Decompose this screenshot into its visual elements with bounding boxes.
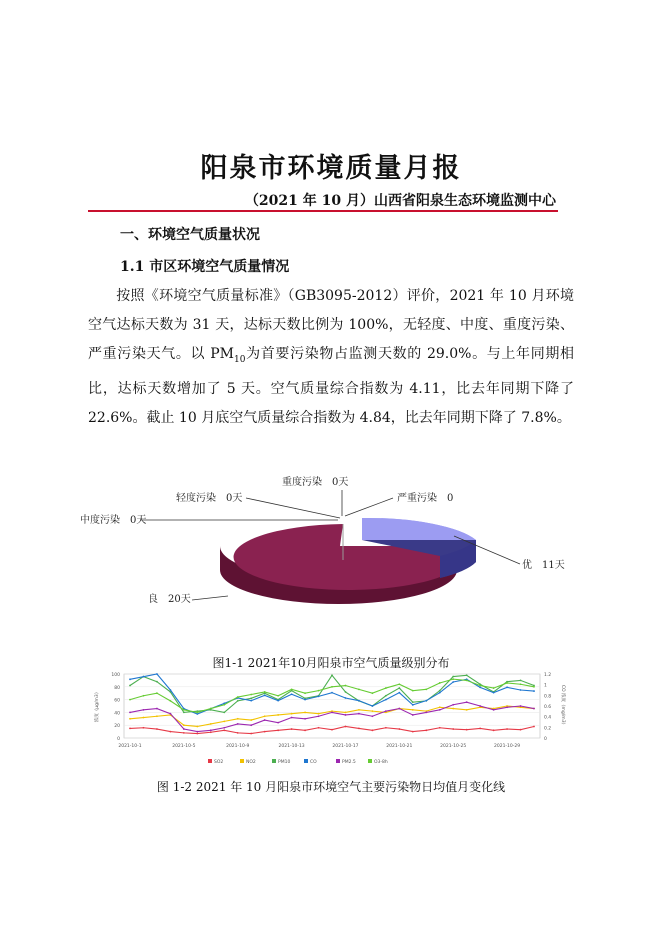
data-point xyxy=(398,708,400,710)
data-point xyxy=(372,692,374,694)
report-subtitle: （2021 年 10 月）山西省阳泉生态环境监测中心 xyxy=(244,193,556,209)
data-point xyxy=(412,714,414,716)
y2-tick-label: 0.4 xyxy=(544,715,552,721)
title-divider xyxy=(88,210,558,212)
data-point xyxy=(143,727,145,729)
data-point xyxy=(358,709,360,711)
data-point xyxy=(304,718,306,720)
data-point xyxy=(385,687,387,689)
data-point xyxy=(439,682,441,684)
data-point xyxy=(196,731,198,733)
series-line-pm2.5 xyxy=(130,702,534,731)
y-tick-label: 60 xyxy=(114,698,120,704)
data-point xyxy=(156,692,158,694)
data-point xyxy=(210,729,212,731)
data-point xyxy=(250,719,252,721)
data-point xyxy=(196,733,198,735)
data-point xyxy=(250,700,252,702)
data-point xyxy=(331,692,333,694)
paragraph-text-1: 按照《环境空气质量标准》（GB3095-2012）评价，2021 年 10 月环境空气达标天数为 31 天，达标天数比例为 100%，无轻度、中度、重度污染、严重污染天气。以 PM xyxy=(88,288,574,362)
data-point xyxy=(129,728,131,730)
x-tick-label: 2021-10-1 xyxy=(118,744,142,749)
data-point xyxy=(277,714,279,716)
data-point xyxy=(143,717,145,719)
legend-swatch xyxy=(304,759,308,763)
data-point xyxy=(479,686,481,688)
data-point xyxy=(439,692,441,694)
data-point xyxy=(331,729,333,731)
data-point xyxy=(170,713,172,715)
data-point xyxy=(398,728,400,730)
data-point xyxy=(183,712,185,714)
data-point xyxy=(466,701,468,703)
y2-axis-title: CO 浓度（mg/m3） xyxy=(560,684,565,728)
data-point xyxy=(493,692,495,694)
data-point xyxy=(358,700,360,702)
data-point xyxy=(345,691,347,693)
data-point xyxy=(425,688,427,690)
data-point xyxy=(412,701,414,703)
data-point xyxy=(129,685,131,687)
data-point xyxy=(237,723,239,725)
data-point xyxy=(345,714,347,716)
y-tick-label: 80 xyxy=(114,685,120,691)
data-point xyxy=(479,728,481,730)
data-point xyxy=(291,717,293,719)
legend-swatch xyxy=(368,759,372,763)
data-point xyxy=(520,729,522,731)
data-point xyxy=(385,710,387,712)
data-point xyxy=(506,686,508,688)
data-point xyxy=(533,726,535,728)
data-point xyxy=(331,686,333,688)
data-point xyxy=(277,722,279,724)
figure1-caption: 图1-1 2021年10月阳泉市空气质量级别分布 xyxy=(212,656,450,670)
legend-label: CO xyxy=(310,760,317,765)
data-point xyxy=(129,678,131,680)
data-point xyxy=(318,727,320,729)
data-point xyxy=(264,731,266,733)
data-point xyxy=(170,689,172,691)
section-heading: 一、环境空气质量状况 xyxy=(120,227,260,243)
data-point xyxy=(183,732,185,734)
data-point xyxy=(264,691,266,693)
data-point xyxy=(129,712,131,714)
pie-label-severe: 重度污染 0天 xyxy=(282,477,349,488)
data-point xyxy=(223,729,225,731)
data-point xyxy=(358,713,360,715)
data-point xyxy=(452,728,454,730)
data-point xyxy=(452,704,454,706)
data-point xyxy=(183,724,185,726)
data-point xyxy=(129,699,131,701)
data-point xyxy=(143,695,145,697)
data-point xyxy=(250,697,252,699)
leader-extreme xyxy=(345,498,393,516)
x-tick-label: 2021-10-17 xyxy=(332,744,359,749)
y-tick-label: 40 xyxy=(114,711,120,717)
data-point xyxy=(385,727,387,729)
data-point xyxy=(304,712,306,714)
data-point xyxy=(210,723,212,725)
x-tick-label: 2021-10-29 xyxy=(493,744,521,749)
data-point xyxy=(277,695,279,697)
data-point xyxy=(129,718,131,720)
data-point xyxy=(250,724,252,726)
data-point xyxy=(425,712,427,714)
data-point xyxy=(196,713,198,715)
data-point xyxy=(398,683,400,685)
data-point xyxy=(277,729,279,731)
report-title: 阳泉市环境质量月报 xyxy=(200,153,462,184)
data-point xyxy=(223,727,225,729)
data-point xyxy=(304,692,306,694)
data-point xyxy=(196,712,198,714)
y-axis-title: 浓度（μg/m3） xyxy=(95,689,100,723)
leader-light xyxy=(246,498,340,518)
pie-label-light: 轻度污染 0天 xyxy=(176,493,243,504)
data-point xyxy=(250,694,252,696)
data-point xyxy=(506,728,508,730)
x-tick-label: 2021-10-9 xyxy=(226,744,250,749)
data-point xyxy=(412,690,414,692)
data-point xyxy=(439,727,441,729)
data-point xyxy=(520,689,522,691)
data-point xyxy=(439,709,441,711)
legend-label: PM2.5 xyxy=(342,760,356,765)
legend-swatch xyxy=(240,759,244,763)
data-point xyxy=(345,726,347,728)
air-quality-pie-chart xyxy=(60,468,600,618)
data-point xyxy=(331,674,333,676)
pm-subscript: 10 xyxy=(234,354,246,365)
pie-slice-excellent-cap xyxy=(362,518,476,540)
data-point xyxy=(385,695,387,697)
data-point xyxy=(156,728,158,730)
data-point xyxy=(452,708,454,710)
paragraph-text-2: 为首要污染物占监测天数的 29.0%。与上年同期相比，达标天数增加了 5 天。空气质量综合指数为 4.11，比去年同期下降了 22.6%。截止 10 月底空气质量综合指数为 4.84，比去年同期下降了 7.8%。 xyxy=(88,346,574,426)
data-point xyxy=(452,678,454,680)
legend-label: SO2 xyxy=(214,760,224,765)
data-point xyxy=(291,688,293,690)
pie-label-extreme: 严重污染 0 xyxy=(397,493,454,504)
series-line-o3-8h xyxy=(130,679,534,712)
x-tick-label: 2021-10-5 xyxy=(172,744,196,749)
data-point xyxy=(385,699,387,701)
legend-swatch xyxy=(336,759,340,763)
legend-swatch xyxy=(272,759,276,763)
x-tick-label: 2021-10-25 xyxy=(440,744,467,749)
data-point xyxy=(520,680,522,682)
data-point xyxy=(372,705,374,707)
legend-label: NO2 xyxy=(246,760,256,765)
legend-label: PM10 xyxy=(278,760,291,765)
summary-paragraph xyxy=(88,282,574,433)
data-point xyxy=(439,690,441,692)
data-point xyxy=(318,713,320,715)
data-point xyxy=(156,708,158,710)
data-point xyxy=(358,728,360,730)
x-tick-label: 2021-10-13 xyxy=(278,744,305,749)
data-point xyxy=(156,673,158,675)
data-point xyxy=(479,685,481,687)
data-point xyxy=(358,688,360,690)
pie-label-moderate: 中度污染 0天 xyxy=(80,515,147,526)
data-point xyxy=(466,729,468,731)
data-point xyxy=(345,697,347,699)
data-point xyxy=(264,715,266,717)
data-point xyxy=(398,687,400,689)
data-point xyxy=(291,728,293,730)
data-point xyxy=(291,693,293,695)
y2-tick-label: 1.2 xyxy=(544,673,552,678)
subsection-heading: 1.1 市区环境空气质量情况 xyxy=(120,259,290,275)
y-tick-label: 100 xyxy=(111,673,120,678)
data-point xyxy=(210,708,212,710)
data-point xyxy=(506,682,508,684)
data-point xyxy=(452,676,454,678)
data-point xyxy=(398,692,400,694)
data-point xyxy=(318,696,320,698)
data-point xyxy=(237,718,239,720)
y2-tick-label: 0.8 xyxy=(544,694,552,700)
y2-tick-label: 0.6 xyxy=(544,705,552,710)
y2-tick-label: 0.2 xyxy=(544,726,552,732)
data-point xyxy=(223,704,225,706)
data-point xyxy=(412,709,414,711)
y2-tick-label: 0 xyxy=(544,737,547,742)
pie-label-excellent: 优 11天 xyxy=(522,560,565,571)
data-point xyxy=(533,690,535,692)
figure2-caption: 图 1-2 2021 年 10 月阳泉市环境空气主要污染物日均值月变化线 xyxy=(156,780,506,794)
data-point xyxy=(196,726,198,728)
y-tick-label: 0 xyxy=(117,737,120,742)
data-point xyxy=(156,715,158,717)
data-point xyxy=(372,729,374,731)
data-point xyxy=(425,729,427,731)
data-point xyxy=(466,674,468,676)
data-point xyxy=(493,687,495,689)
data-point xyxy=(170,700,172,702)
data-point xyxy=(412,704,414,706)
data-point xyxy=(210,731,212,733)
legend-swatch xyxy=(208,759,212,763)
data-point xyxy=(291,713,293,715)
legend-label: O3-8h xyxy=(374,760,388,765)
data-point xyxy=(183,709,185,711)
data-point xyxy=(304,729,306,731)
data-point xyxy=(479,705,481,707)
data-point xyxy=(143,676,145,678)
y2-tick-label: 1 xyxy=(544,683,547,689)
data-point xyxy=(237,732,239,734)
leader-good xyxy=(192,596,228,600)
data-point xyxy=(452,681,454,683)
data-point xyxy=(466,680,468,682)
x-tick-label: 2021-10-21 xyxy=(386,744,413,749)
data-point xyxy=(520,705,522,707)
data-point xyxy=(493,709,495,711)
data-point xyxy=(264,719,266,721)
data-point xyxy=(183,728,185,730)
data-point xyxy=(264,694,266,696)
data-point xyxy=(533,708,535,710)
data-point xyxy=(425,700,427,702)
data-point xyxy=(277,700,279,702)
data-point xyxy=(170,731,172,733)
pollutant-line-chart xyxy=(88,668,573,770)
y-tick-label: 20 xyxy=(114,724,120,730)
data-point xyxy=(372,715,374,717)
series-line-no2 xyxy=(130,706,534,726)
data-point xyxy=(412,731,414,733)
data-point xyxy=(331,712,333,714)
data-point xyxy=(143,709,145,711)
data-point xyxy=(318,690,320,692)
data-point xyxy=(345,712,347,714)
data-point xyxy=(345,685,347,687)
series-line-pm10 xyxy=(130,675,534,712)
data-point xyxy=(533,686,535,688)
data-point xyxy=(439,706,441,708)
pie-label-good: 良 20天 xyxy=(148,594,191,605)
data-point xyxy=(223,712,225,714)
data-point xyxy=(493,729,495,731)
data-point xyxy=(506,706,508,708)
data-point xyxy=(372,710,374,712)
data-point xyxy=(318,715,320,717)
data-point xyxy=(520,683,522,685)
data-point xyxy=(466,709,468,711)
data-point xyxy=(237,700,239,702)
data-point xyxy=(223,720,225,722)
data-point xyxy=(156,681,158,683)
data-point xyxy=(250,733,252,735)
data-point xyxy=(304,699,306,701)
data-point xyxy=(237,696,239,698)
